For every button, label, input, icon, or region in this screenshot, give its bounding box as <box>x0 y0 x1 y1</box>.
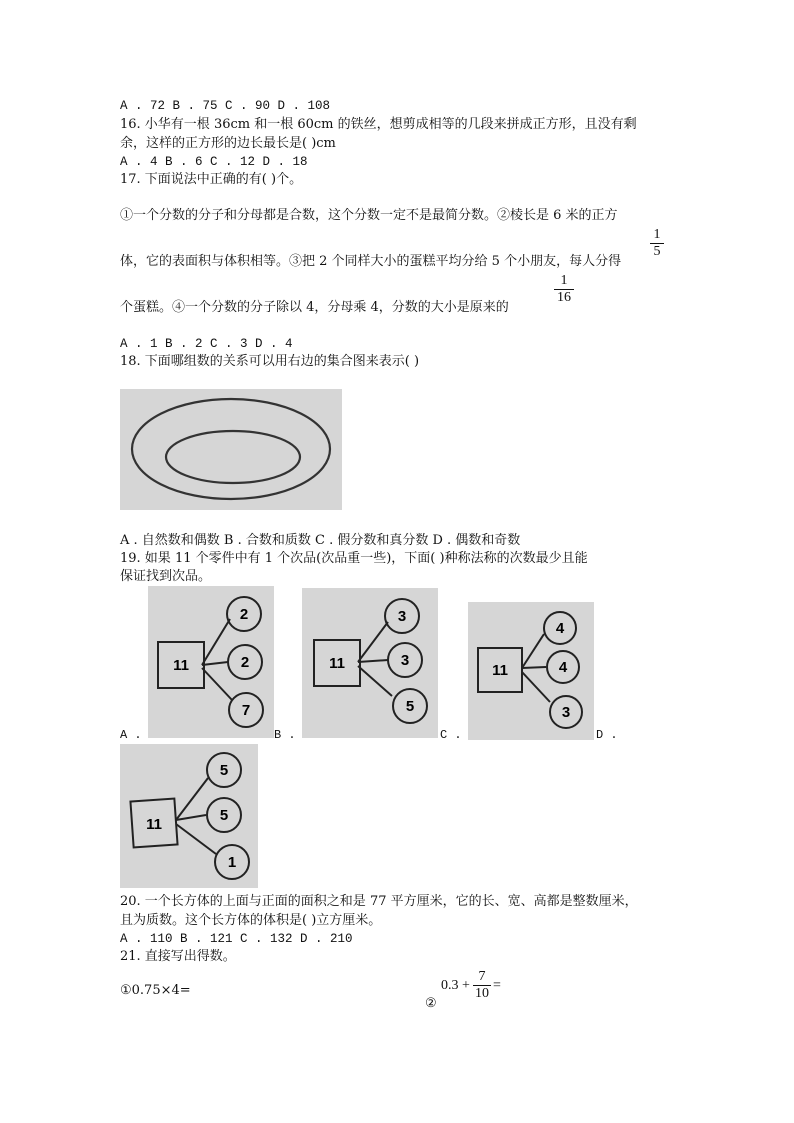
circle-label: 3 <box>400 652 410 669</box>
q20-stem-line1: 20. 一个长方体的上面与正面的面积之和是 77 平方厘米，它的长、宽、高都是整数厘米， <box>120 894 638 909</box>
q17-statement-line3: 个蛋糕。④一个分数的分子除以 4，分母乘 4，分数的大小是原来的 <box>120 300 509 315</box>
q17-statement-line2: 体，它的表面积与体积相等。③把 2 个同样大小的蛋糕平均分给 5 个小朋友，每人分得 <box>120 254 622 269</box>
fraction-denominator: 10 <box>475 986 489 1001</box>
circle-label: 5 <box>219 807 229 824</box>
q16-options: A . 4 B . 6 C . 12 D . 18 <box>120 155 308 169</box>
q16-stem-line1: 16. 小华有一根 36cm 和一根 60cm 的铁丝，想剪成相等的几段来拼成正方形，且没有剩 <box>120 117 637 132</box>
option-b-label: B . <box>274 728 296 742</box>
q20-options: A . 110 B . 121 C . 132 D . 210 <box>120 932 353 946</box>
circle-label: 7 <box>241 702 251 719</box>
q19-stem-line1: 19. 如果 11 个零件中有 1 个次品(次品重一些)，下面( )种称法称的次数最少且能 <box>120 551 588 566</box>
q18-options: A . 自然数和偶数 B . 合数和质数 C . 假分数和真分数 D . 偶数和奇数 <box>120 533 521 548</box>
fraction-denominator: 16 <box>557 290 571 305</box>
option-d-label: D . <box>596 728 618 742</box>
circle-label: 3 <box>561 704 571 721</box>
nested-set-diagram <box>120 389 342 510</box>
q17-statement-line1: ①一个分数的分子和分母都是合数，这个分数一定不是最简分数。②棱长是 6 米的正方 <box>120 208 618 223</box>
q18-stem: 18. 下面哪组数的关系可以用右边的集合图来表示( ) <box>120 354 420 369</box>
fraction-denominator: 5 <box>653 244 661 259</box>
circle-label: 4 <box>558 659 568 676</box>
fraction-numerator: 1 <box>653 227 661 242</box>
weighing-diagram-c <box>468 602 594 740</box>
circle-label: 1 <box>227 854 237 871</box>
q16-stem-line2: 余，这样的正方形的边长最长是( )cm <box>120 136 336 151</box>
q21-item-2-equals: = <box>493 978 501 993</box>
circle-label: 3 <box>397 608 407 625</box>
square-label: 11 <box>173 657 189 674</box>
option-a-label: A . <box>120 728 142 742</box>
q15-options: A . 72 B . 75 C . 90 D . 108 <box>120 99 331 113</box>
circle-label: 4 <box>555 620 565 637</box>
q17-fraction-one-sixteenth <box>554 274 574 305</box>
circle-label: 2 <box>239 606 249 623</box>
q21-stem: 21. 直接写出得数。 <box>120 949 236 964</box>
q17-fraction-one-fifth <box>650 228 664 259</box>
q20-stem-line2: 且为质数。这个长方体的体积是( )立方厘米。 <box>120 913 382 928</box>
circle-label: 5 <box>405 698 415 715</box>
q21-fraction-seven-tenths <box>473 970 491 1001</box>
q17-options: A . 1 B . 2 C . 3 D . 4 <box>120 337 293 351</box>
fraction-numerator: 7 <box>478 969 486 984</box>
circle-label: 5 <box>219 762 229 779</box>
square-label: 11 <box>146 816 162 833</box>
weighing-diagram-b <box>302 588 438 738</box>
weighing-diagram-a <box>148 586 274 738</box>
square-label: 11 <box>329 655 345 672</box>
square-label: 11 <box>492 662 508 679</box>
q21-item-2-marker: ② <box>425 996 437 1011</box>
q21-item-2-prefix: 0.3 + <box>441 978 470 993</box>
q21-item-1: ①0.75×4= <box>120 983 191 998</box>
q19-stem-line2: 保证找到次品。 <box>120 569 212 584</box>
fraction-numerator: 1 <box>560 273 568 288</box>
q17-stem: 17. 下面说法中正确的有( )个。 <box>120 172 303 187</box>
circle-label: 2 <box>240 654 250 671</box>
option-c-label: C . <box>440 728 462 742</box>
weighing-diagram-d <box>120 744 258 888</box>
